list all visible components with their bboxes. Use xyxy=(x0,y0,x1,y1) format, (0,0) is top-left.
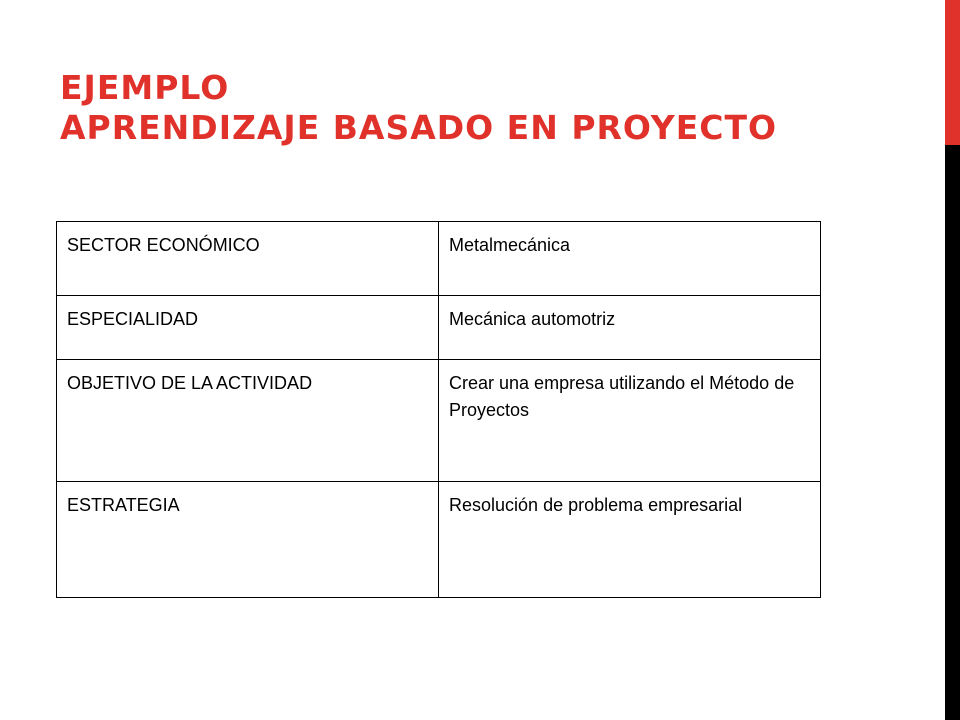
table-row xyxy=(57,360,821,482)
table-row xyxy=(57,296,821,360)
row-value: Metalmecánica xyxy=(439,222,821,296)
row-label: ESPECIALIDAD xyxy=(57,296,439,360)
row-value: Mecánica automotriz xyxy=(439,296,821,360)
row-label: OBJETIVO DE LA ACTIVIDAD xyxy=(57,360,439,482)
side-accent-bar-red xyxy=(945,0,960,145)
table-row xyxy=(57,482,821,598)
slide-title xyxy=(60,68,777,148)
table-row xyxy=(57,222,821,296)
row-label: SECTOR ECONÓMICO xyxy=(57,222,439,296)
row-value: Resolución de problema empresarial xyxy=(439,482,821,598)
side-accent-bar-black xyxy=(945,145,960,720)
row-value: Crear una empresa utilizando el Método de Proyectos xyxy=(439,360,821,482)
row-label: ESTRATEGIA xyxy=(57,482,439,598)
title-line-1: EJEMPLO xyxy=(60,68,230,107)
title-line-2: APRENDIZAJE BASADO EN PROYECTO xyxy=(60,108,778,147)
info-table xyxy=(56,221,821,598)
